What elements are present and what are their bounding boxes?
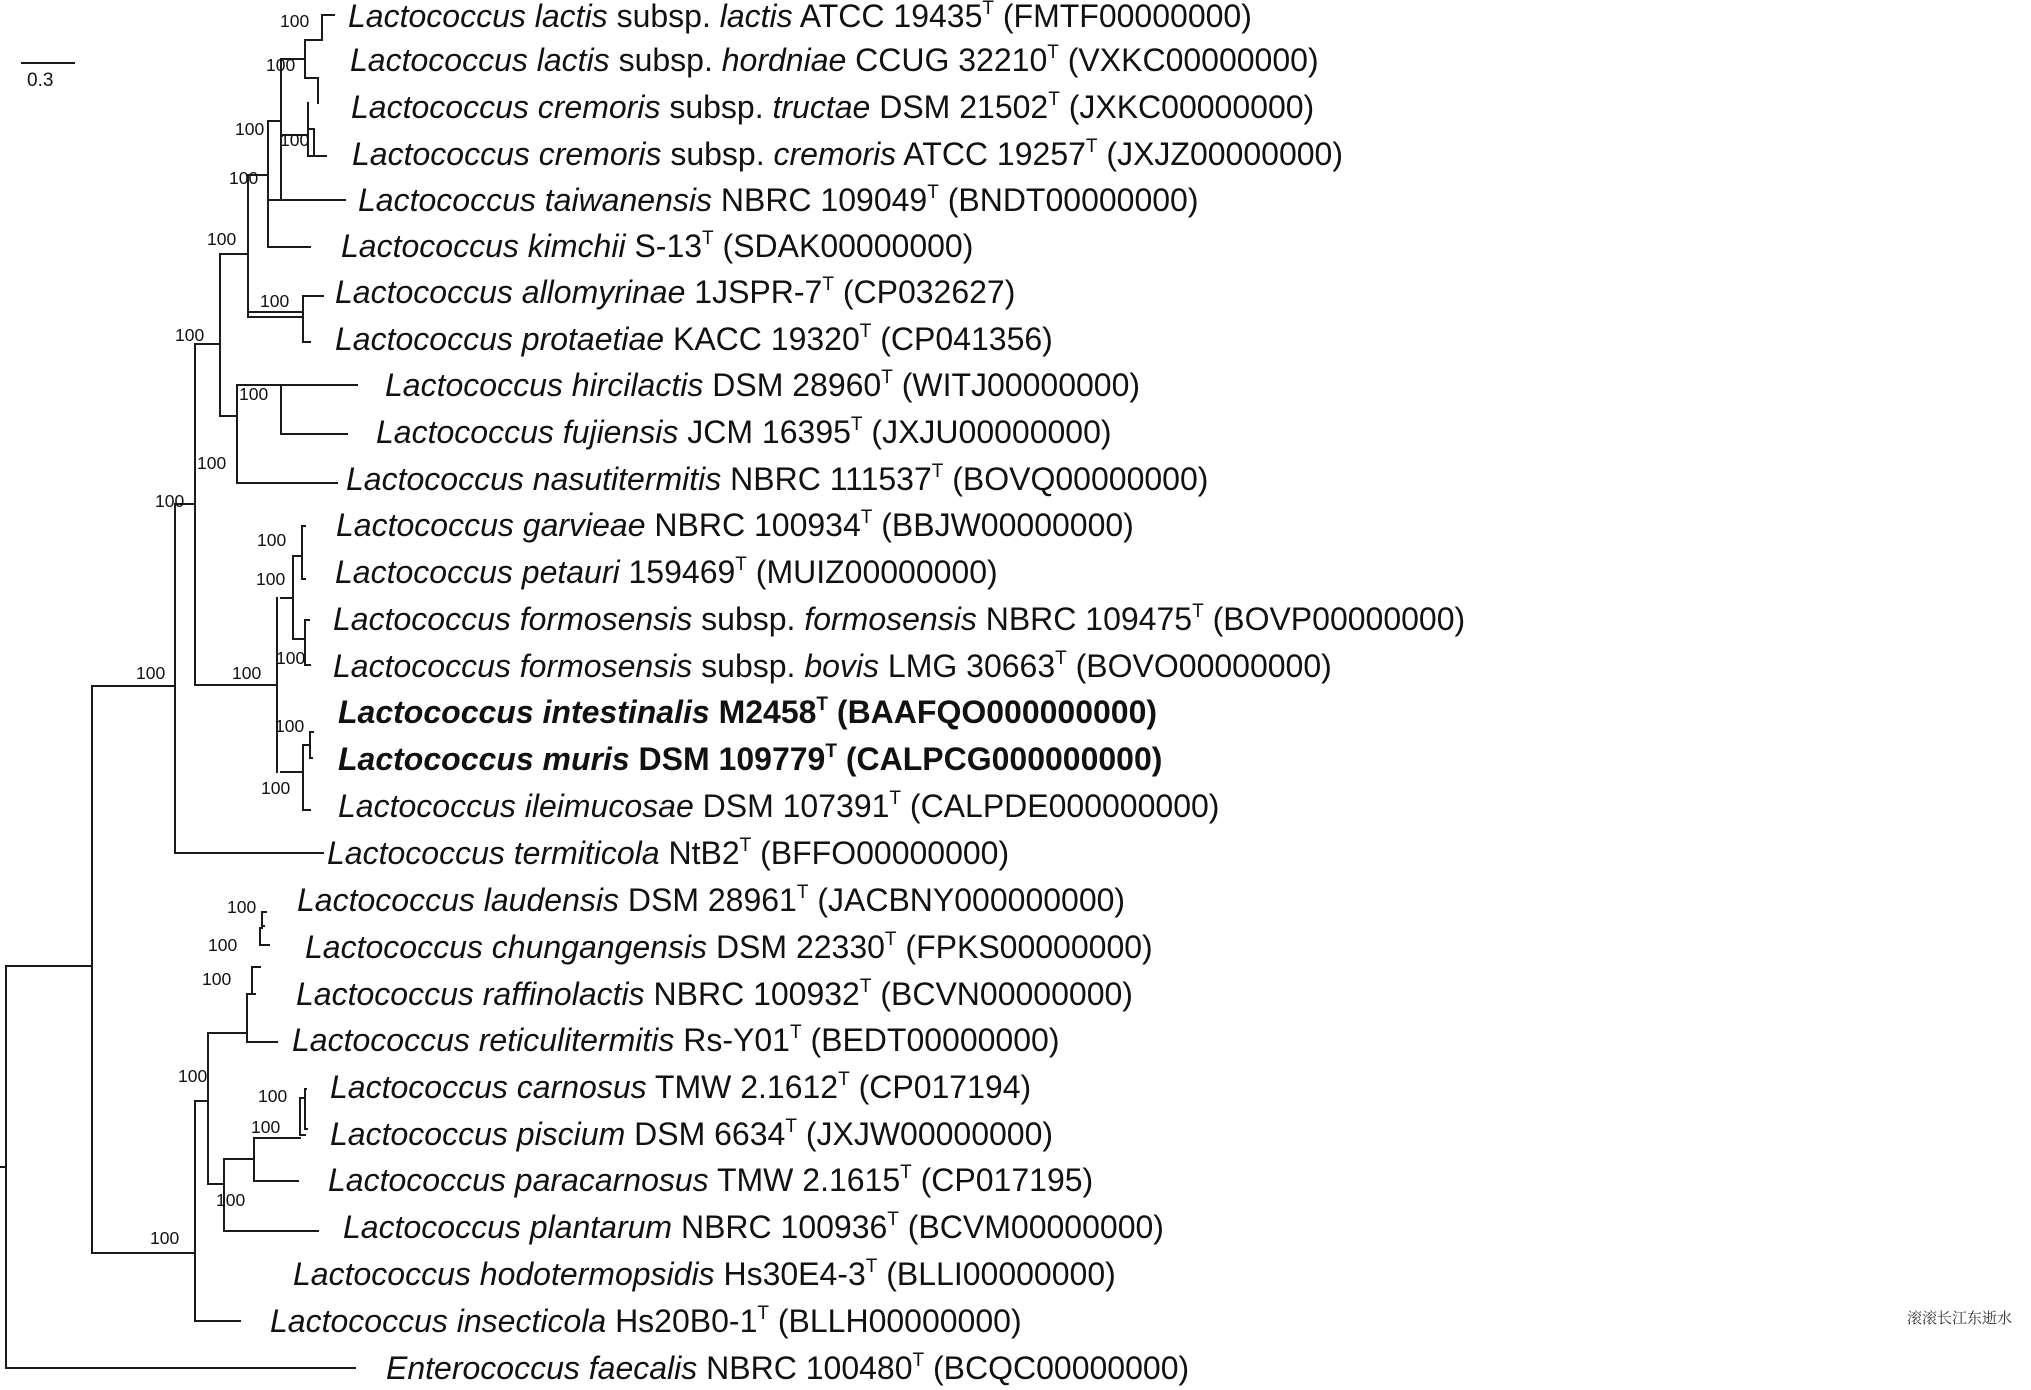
bootstrap-value: 100 bbox=[216, 1190, 246, 1210]
taxon-label bbox=[351, 89, 1314, 125]
taxon-label bbox=[376, 414, 1112, 450]
type-strain-mark: T bbox=[1085, 136, 1098, 157]
type-strain-mark: T bbox=[912, 1350, 925, 1371]
type-strain-mark: T bbox=[1192, 601, 1204, 622]
taxon-label-part: Lactococcus kimchii bbox=[341, 228, 626, 264]
taxon-label bbox=[327, 835, 1009, 871]
bootstrap-value: 100 bbox=[276, 648, 306, 668]
tip-branches bbox=[314, 15, 334, 155]
type-strain-mark: T bbox=[1055, 648, 1067, 669]
taxon-label bbox=[292, 1022, 1059, 1058]
taxon-label-part: DSM 109779 bbox=[629, 741, 826, 777]
taxon-label-part: NBRC 109049 bbox=[711, 182, 928, 218]
taxon-label-part: (JXJW00000000) bbox=[796, 1116, 1054, 1152]
type-strain-mark: T bbox=[931, 461, 944, 482]
bootstrap-value: 100 bbox=[227, 897, 257, 917]
taxon-label-part: (JXJU00000000) bbox=[862, 414, 1112, 450]
taxon-label-part: (BFFO00000000) bbox=[751, 835, 1010, 871]
type-strain-mark: T bbox=[825, 741, 837, 762]
bootstrap-value: 100 bbox=[275, 716, 305, 736]
taxon-label-part: Lactococcus cremoris bbox=[351, 89, 661, 125]
taxon-label bbox=[352, 136, 1343, 172]
taxon-label-part: (BCVM00000000) bbox=[898, 1209, 1164, 1245]
taxon-label-part: (MUIZ00000000) bbox=[746, 554, 998, 590]
taxon-label-part: NBRC 100480 bbox=[697, 1350, 913, 1386]
taxon-label-part: NBRC 100934 bbox=[645, 507, 861, 543]
taxon-label bbox=[350, 42, 1319, 78]
type-strain-mark: T bbox=[739, 835, 752, 856]
taxon-label-part: DSM 6634 bbox=[625, 1116, 786, 1152]
taxon-label-part: DSM 21502 bbox=[870, 89, 1049, 125]
taxon-label-part: Lactococcus formosensis bbox=[333, 648, 693, 684]
taxon-label bbox=[338, 694, 1157, 730]
taxon-label bbox=[346, 461, 1208, 497]
taxon-label-part: TMW 2.1612 bbox=[646, 1069, 839, 1105]
taxon-label-part: Lactococcus nasutitermitis bbox=[346, 461, 722, 497]
taxon-label-part: (BOVP00000000) bbox=[1203, 601, 1466, 637]
tree-connectors bbox=[6, 40, 310, 1368]
type-strain-mark: T bbox=[860, 507, 873, 528]
bootstrap-value: 100 bbox=[232, 663, 262, 683]
bootstrap-value: 100 bbox=[258, 1086, 288, 1106]
bootstrap-value: 100 bbox=[256, 569, 286, 589]
taxon-label bbox=[333, 601, 1465, 637]
taxon-label-part: Lactococcus muris bbox=[338, 741, 630, 777]
taxon-label-part: NBRC 100932 bbox=[644, 976, 860, 1012]
taxon-label-part: (JXJZ00000000) bbox=[1097, 136, 1343, 172]
scale-bar bbox=[22, 63, 74, 91]
taxon-label-part: Lactococcus petauri bbox=[335, 554, 620, 590]
taxon-label-part: Lactococcus carnosus bbox=[330, 1069, 647, 1105]
taxon-label bbox=[293, 1256, 1116, 1292]
bootstrap-value: 100 bbox=[257, 530, 287, 550]
watermark: 滚滚长江东逝水 bbox=[1907, 1309, 2013, 1327]
taxon-labels bbox=[270, 0, 1465, 1386]
taxon-label-part: Rs-Y01 bbox=[674, 1022, 790, 1058]
taxon-label-part: (FPKS00000000) bbox=[896, 929, 1153, 965]
type-strain-mark: T bbox=[785, 1116, 797, 1137]
tree-branches bbox=[6, 40, 357, 1368]
taxon-label-part: NBRC 100936 bbox=[672, 1209, 888, 1245]
bootstrap-value: 100 bbox=[202, 969, 232, 989]
taxon-label-part: (BLLI00000000) bbox=[877, 1256, 1116, 1292]
taxon-label-part: Lactococcus intestinalis bbox=[338, 694, 710, 730]
taxon-label-part: S-13 bbox=[625, 228, 703, 264]
taxon-label-part: Lactococcus termiticola bbox=[327, 835, 660, 871]
taxon-label-part: (BOVQ00000000) bbox=[943, 461, 1209, 497]
taxon-label-part: Lactococcus reticulitermitis bbox=[292, 1022, 675, 1058]
taxon-label-part: Lactococcus laudensis bbox=[297, 882, 619, 918]
type-strain-mark: T bbox=[850, 414, 863, 435]
taxon-label bbox=[297, 882, 1125, 918]
taxon-label bbox=[335, 554, 998, 590]
taxon-label-part: NBRC 111537 bbox=[721, 461, 932, 497]
taxon-label-part: (BBJW00000000) bbox=[872, 507, 1134, 543]
type-strain-mark: T bbox=[859, 321, 872, 342]
taxon-label-part: Lactococcus plantarum bbox=[343, 1209, 673, 1245]
bootstrap-value: 100 bbox=[280, 11, 310, 31]
type-strain-mark: T bbox=[838, 1069, 850, 1090]
type-strain-mark: T bbox=[735, 554, 747, 575]
type-strain-mark: T bbox=[1047, 42, 1059, 63]
taxon-label bbox=[335, 274, 1015, 310]
taxon-label-part: Lactococcus lactis bbox=[350, 42, 610, 78]
bootstrap-value: 100 bbox=[251, 1117, 281, 1137]
bootstrap-value: 100 bbox=[208, 935, 238, 955]
taxon-label-part: tructae bbox=[772, 89, 871, 125]
taxon-label-part: TMW 2.1615 bbox=[708, 1162, 901, 1198]
bootstrap-value: 100 bbox=[136, 663, 166, 683]
taxon-label bbox=[270, 1303, 1022, 1339]
bootstrap-value: 100 bbox=[197, 453, 227, 473]
type-strain-mark: T bbox=[865, 1256, 878, 1277]
taxon-label-part: Lactococcus chungangensis bbox=[305, 929, 708, 965]
taxon-label-part: DSM 28961 bbox=[618, 882, 797, 918]
taxon-label-part: Lactococcus raffinolactis bbox=[296, 976, 645, 1012]
taxon-label-part: Enterococcus faecalis bbox=[386, 1350, 698, 1386]
taxon-label-part: Lactococcus protaetiae bbox=[335, 321, 665, 357]
taxon-label-part: M2458 bbox=[709, 694, 817, 730]
taxon-label bbox=[330, 1116, 1053, 1152]
taxon-label-part: (VXKC00000000) bbox=[1058, 42, 1319, 78]
bootstrap-value: 100 bbox=[207, 229, 237, 249]
taxon-label-part: Lactococcus lactis bbox=[348, 0, 608, 34]
taxon-label-part: Lactococcus formosensis bbox=[333, 601, 693, 637]
taxon-label-part: CCUG 32210 bbox=[846, 42, 1048, 78]
taxon-label-part: subsp. bbox=[661, 136, 774, 172]
taxon-label-part: ATCC 19257 bbox=[896, 136, 1086, 172]
taxon-label bbox=[335, 321, 1053, 357]
taxon-label-part: DSM 107391 bbox=[693, 788, 890, 824]
taxon-label bbox=[386, 1350, 1189, 1386]
bootstrap-value: 100 bbox=[235, 119, 265, 139]
bootstrap-value: 100 bbox=[155, 491, 185, 511]
type-strain-mark: T bbox=[881, 367, 893, 388]
taxon-label-part: DSM 22330 bbox=[707, 929, 885, 965]
taxon-label-part: (WITJ00000000) bbox=[892, 367, 1141, 403]
taxon-label-part: (CP017194) bbox=[849, 1069, 1032, 1105]
taxon-label bbox=[305, 929, 1153, 965]
taxon-label-part: (CP041356) bbox=[871, 321, 1053, 357]
taxon-label bbox=[343, 1209, 1164, 1245]
type-strain-mark: T bbox=[816, 694, 829, 715]
taxon-label-part: (BLLH00000000) bbox=[768, 1303, 1022, 1339]
taxon-label-part: Lactococcus cremoris bbox=[352, 136, 662, 172]
bootstrap-value: 100 bbox=[229, 168, 259, 188]
type-strain-mark: T bbox=[887, 1209, 899, 1230]
taxon-label-part: (CALPDE000000000) bbox=[901, 788, 1220, 824]
taxon-label-part: lactis bbox=[719, 0, 793, 34]
taxon-label bbox=[338, 741, 1162, 777]
taxon-label-part: cremoris bbox=[773, 136, 897, 172]
taxon-label-part: (SDAK00000000) bbox=[713, 228, 974, 264]
taxon-label-part: Lactococcus hodotermopsidis bbox=[293, 1256, 715, 1292]
taxon-label bbox=[348, 0, 1252, 34]
taxon-label bbox=[328, 1162, 1093, 1198]
taxon-label-part: (FMTF00000000) bbox=[993, 0, 1252, 34]
taxon-label-part: subsp. bbox=[609, 42, 722, 78]
bootstrap-value: 100 bbox=[261, 778, 291, 798]
bootstrap-value: 100 bbox=[175, 325, 205, 345]
taxon-label-part: Lactococcus fujiensis bbox=[376, 414, 679, 450]
type-strain-mark: T bbox=[889, 788, 902, 809]
taxon-label bbox=[358, 182, 1199, 218]
taxon-label-part: hordniae bbox=[721, 42, 847, 78]
type-strain-mark: T bbox=[900, 1162, 912, 1183]
taxon-label bbox=[333, 648, 1332, 684]
taxon-label bbox=[341, 228, 973, 264]
taxon-label-part: 159469 bbox=[619, 554, 736, 590]
taxon-label-part: (BNDT00000000) bbox=[938, 182, 1199, 218]
taxon-label-part: Hs20B0-1 bbox=[606, 1303, 758, 1339]
bootstrap-value: 100 bbox=[150, 1228, 180, 1248]
taxon-label-part: Lactococcus taiwanensis bbox=[358, 182, 712, 218]
taxon-label-part: KACC 19320 bbox=[664, 321, 860, 357]
taxon-label-part: subsp. bbox=[660, 89, 773, 125]
taxon-label bbox=[385, 367, 1140, 403]
taxon-label bbox=[330, 1069, 1031, 1105]
type-strain-mark: T bbox=[884, 929, 897, 950]
taxon-label-part: subsp. bbox=[692, 648, 805, 684]
taxon-label-part: ATCC 19435 bbox=[792, 0, 983, 34]
taxon-label-part: subsp. bbox=[692, 601, 805, 637]
taxon-label-part: Lactococcus hircilactis bbox=[385, 367, 704, 403]
taxon-label-part: (CP017195) bbox=[911, 1162, 1094, 1198]
taxon-label-part: subsp. bbox=[607, 0, 720, 34]
type-strain-mark: T bbox=[1048, 89, 1060, 110]
bootstrap-value: 100 bbox=[260, 291, 290, 311]
type-strain-mark: T bbox=[927, 182, 939, 203]
taxon-label-part: Lactococcus ileimucosae bbox=[338, 788, 694, 824]
bootstrap-value: 100 bbox=[280, 130, 310, 150]
taxon-label-part: (JXKC00000000) bbox=[1059, 89, 1315, 125]
bootstrap-value: 100 bbox=[239, 384, 269, 404]
taxon-label-part: DSM 28960 bbox=[703, 367, 882, 403]
type-strain-mark: T bbox=[859, 976, 872, 997]
taxon-label-part: Lactococcus insecticola bbox=[270, 1303, 607, 1339]
taxon-label bbox=[336, 507, 1134, 543]
taxon-label-part: Lactococcus paracarnosus bbox=[328, 1162, 709, 1198]
bootstrap-value: 100 bbox=[266, 55, 296, 75]
taxon-label bbox=[296, 976, 1133, 1012]
bootstrap-value: 100 bbox=[178, 1066, 208, 1086]
taxon-label-part: Lactococcus piscium bbox=[330, 1116, 626, 1152]
type-strain-mark: T bbox=[822, 274, 834, 295]
taxon-label-part: (BOVO00000000) bbox=[1066, 648, 1332, 684]
taxon-label-part: LMG 30663 bbox=[879, 648, 1056, 684]
type-strain-mark: T bbox=[702, 228, 714, 249]
taxon-label-part: (BEDT00000000) bbox=[801, 1022, 1060, 1058]
taxon-label-part: Lactococcus garvieae bbox=[336, 507, 646, 543]
taxon-label-part: JCM 16395 bbox=[678, 414, 851, 450]
type-strain-mark: T bbox=[757, 1303, 769, 1324]
taxon-label-part: 1JSPR-7 bbox=[685, 274, 823, 310]
taxon-label-part: NtB2 bbox=[659, 835, 740, 871]
type-strain-mark: T bbox=[982, 0, 994, 19]
taxon-label bbox=[338, 788, 1219, 824]
taxon-label-part: (BCQC00000000) bbox=[924, 1350, 1190, 1386]
taxon-label-part: bovis bbox=[804, 648, 880, 684]
taxon-label-part: (BAAFQO000000000) bbox=[828, 694, 1158, 730]
taxon-label-part: (CALPCG000000000) bbox=[836, 741, 1163, 777]
taxon-label-part: (JACBNY000000000) bbox=[808, 882, 1126, 918]
taxon-label-part: (CP032627) bbox=[833, 274, 1016, 310]
scale-bar-label: 0.3 bbox=[27, 70, 54, 91]
taxon-label-part: Lactococcus allomyrinae bbox=[335, 274, 686, 310]
type-strain-mark: T bbox=[796, 882, 809, 903]
taxon-label-part: NBRC 109475 bbox=[976, 601, 1193, 637]
taxon-label-part: Hs30E4-3 bbox=[714, 1256, 866, 1292]
taxon-label-part: (BCVN00000000) bbox=[871, 976, 1133, 1012]
type-strain-mark: T bbox=[789, 1022, 802, 1043]
bootstrap-values bbox=[136, 11, 309, 1248]
taxon-label-part: formosensis bbox=[804, 601, 977, 637]
